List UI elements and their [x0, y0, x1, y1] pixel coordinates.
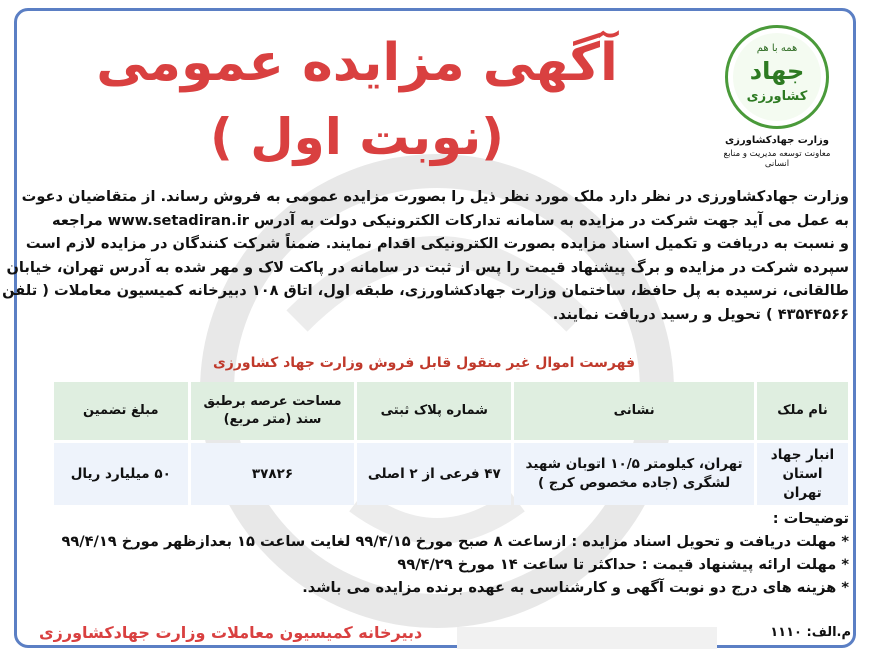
logo-caption-ministry: وزارت جهادکشاورزی [724, 135, 830, 146]
header-property-name: نام ملک [757, 382, 848, 440]
header-address: نشانی [514, 382, 754, 440]
footer-signature: دبیرخانه کمیسیون معاملات وزارت جهادکشاورزی [39, 623, 423, 642]
cell-area: ۳۷۸۲۶ [191, 443, 355, 505]
body-line: و نسبت به دریافت و تکمیل اسناد مزایده بصورت الکترونیکی اقدام نمایند. ضمناً شرکت کنندگان در مزایده لازم است [25, 235, 849, 252]
cell-registration-plate: ۴۷ فرعی از ۲ اصلی [357, 443, 511, 505]
notice-title: آگهی مزایده عمومی [96, 33, 618, 93]
body-line: به عمل می آید جهت شرکت در مزایده به سامانه تدارکات الکترونیکی دولت به آدرس www.setadiran.ir مراجعه [51, 211, 849, 229]
note-item: * مهلت ارائه پیشنهاد قیمت : حداکثر تا ساعت ۱۴ مورخ ۹۹/۴/۲۹ [397, 556, 849, 573]
notes-section [49, 507, 849, 599]
ministry-logo [715, 25, 845, 181]
notice-code: م.الف: ۱۱۱۰ [770, 625, 851, 640]
header-deposit: مبلغ تضمین [54, 382, 188, 440]
table-row [54, 443, 848, 505]
header-area: مساحت عرصه برطبق سند (متر مربع) [191, 382, 355, 440]
cell-property-name: انبار جهاد استان تهران [757, 443, 848, 505]
cell-deposit: ۵۰ میلیارد ریال [54, 443, 188, 505]
table-header-row [54, 382, 848, 440]
notes-heading: توضیحات : [772, 510, 849, 527]
body-line: سپرده شرکت در مزایده و برگ پیشنهاد قیمت را پس از ثبت در سامانه در پاکت لاک و مهر شده به آدرس تهران، خیابان [6, 258, 849, 276]
body-line: طالقانی، نرسیده به پل حافظ، ساختمان وزارت جهادکشاورزی، طبقه اول، اتاق ۱۰۸ دبیرخانه کمیسیون معاملات ( تلفن [2, 282, 849, 299]
logo-main-text: جهاد [749, 57, 805, 85]
notice-frame [2, 8, 856, 648]
cell-address: تهران، کیلومتر ۱۰/۵ اتوبان شهید لشگری (جاده مخصوص کرج ) [514, 443, 754, 505]
notice-round: (نوبت اول ) [210, 108, 504, 166]
logo-caption-deputy: معاونت توسعه مدیریت و منابع انسانی [723, 149, 831, 169]
logo-sub-text: کشاورزی [746, 89, 808, 104]
body-line: ۴۳۵۴۴۵۶۶ ) تحویل و رسید دریافت نمایند. [552, 305, 849, 323]
header-registration-plate: شماره پلاک ثبتی [357, 382, 511, 440]
notice-footer [17, 623, 859, 651]
notice-body [2, 185, 849, 326]
body-line: وزارت جهادکشاورزی در نظر دارد ملک مورد نظر ذیل را بصورت مزایده عمومی به فروش رساند. از متقاضیان دعوت [21, 188, 849, 205]
logo-arc-text: همه با هم [756, 43, 798, 54]
note-item: * هزینه های درج دو نوبت آگهی و کارشناسی به عهده برنده مزایده می باشد. [302, 579, 849, 596]
footer-bar [457, 627, 717, 649]
property-table [51, 379, 851, 508]
property-list-title: فهرست اموال غیر منقول قابل فروش وزارت جهاد کشاورزی [212, 355, 636, 371]
note-item: * مهلت دریافت و تحویل اسناد مزایده : ازساعت ۸ صبح مورخ ۹۹/۴/۱۵ لغایت ساعت ۱۵ بعدازظهر مورخ ۹۹/۴/۱۹ [61, 533, 849, 550]
